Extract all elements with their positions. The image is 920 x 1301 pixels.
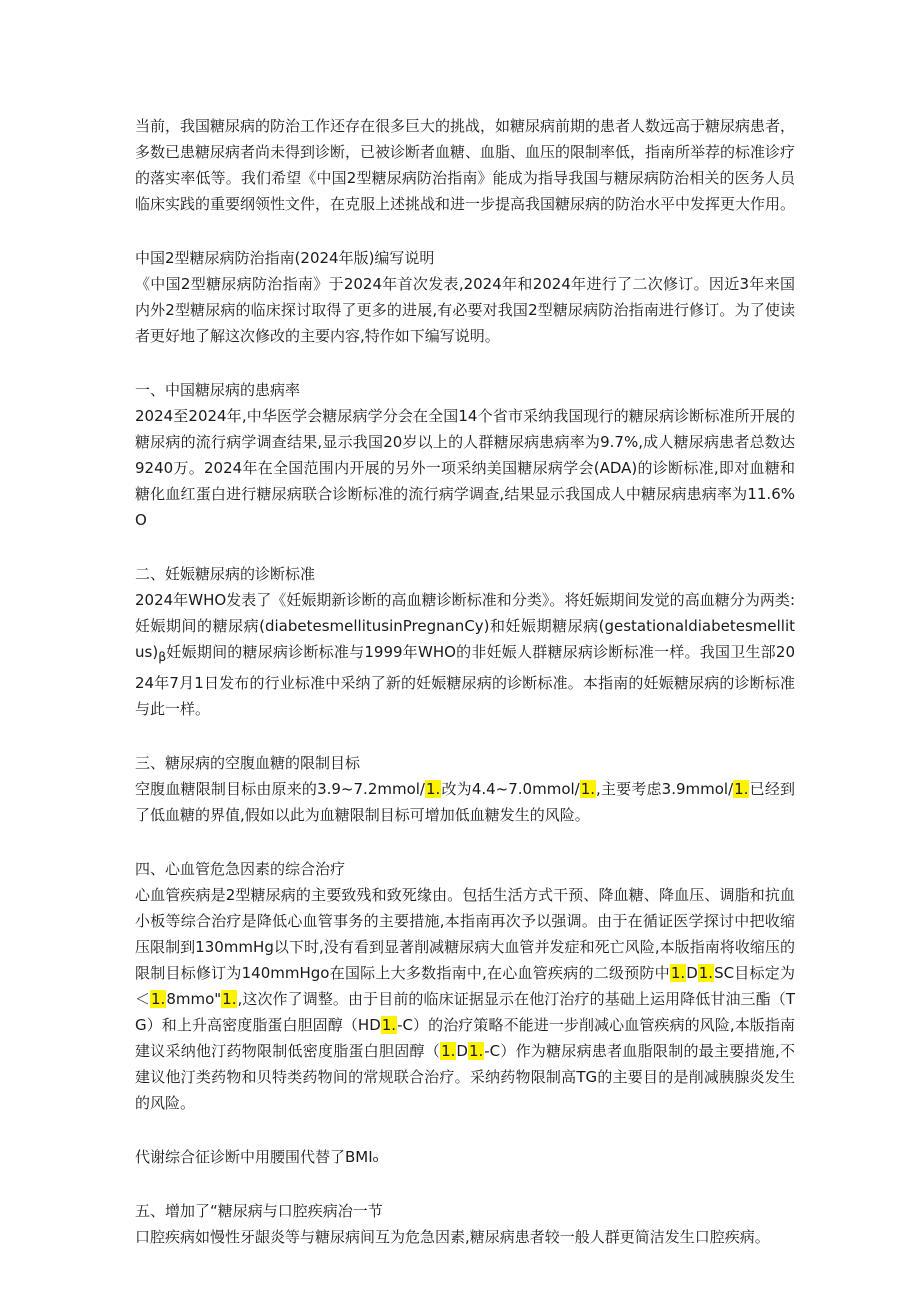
highlight-mark: 1. [381,1016,397,1034]
metabolic-syndrome-note: 代谢综合征诊断中用腰围代替了BMIₒ [135,1148,379,1166]
section-5-body: 口腔疾病如慢性牙龈炎等与糖尿病间互为危急因素,糖尿病患者较一般人群更简洁发生口腔疾病。 [135,1228,770,1246]
section-2-body-sub: β [158,649,167,664]
section-4-text: -C）的治疗策略不能进一步削减心血管疾病的风险,本版指南建议采纳他汀药物限制低密度脂蛋白胆固醇（ [135,1016,795,1060]
note-paragraph: 《中国2型糖尿病防治指南》于2024年首次发表,2024年和2024年进行了二次修订。因近3年来国内外2型糖尿病的临床探讨取得了更多的进展,有必要对我国2型糖尿病防治指南进行修订。为了使读者更好地了解这次修改的主要内容,特作如下编写说明。 [135,275,795,345]
highlight-mark: 1. [441,1042,456,1060]
section-4-text: 心血管疾病是2型糖尿病的主要致残和致死缘由。包括生活方式干预、降血糖、降血压、调脂和抗血小板等综合治疗是降低心血管事务的主要措施,本指南再次予以强调。由于在循证医学探讨中把收缩压限制到130mmHg以下时,没有看到显著削减糖尿病大血管并发症和死亡风险,本版指南将收缩压的限制目标修订为140mmHgo在国际上大多数指南中,在心血管疾病的二级预防中 [135,886,795,982]
section-2-body [135,587,795,722]
intro-paragraph: 当前，我国糖尿病的防治工作还存在很多巨大的挑战，如糖尿病前期的患者人数远高于糖尿病患者，多数已患糖尿病者尚未得到诊断，已被诊断者血糖、血脂、血压的限制率低，指南所举荐的标准诊疗的落实率低等。我们希望《中国2型糖尿病防治指南》能成为指导我国与糖尿病防治相关的医务人员临床实践的重要纲领性文件，在克服上述挑战和进一步提高我国糖尿病的防治水平中发挥更大作用。 [135,117,796,213]
section-2-body-b: 妊娠期间的糖尿病诊断标准与1999年WHO的非妊娠人群糖尿病诊断标准一样。我国卫生部2024年7月1日发布的行业标准中采纳了新的妊娠糖尿病的诊断标准。本指南的妊娠糖尿病的诊断标准与此一样。 [135,643,795,718]
section-4-text: -C）作为糖尿病患者血脂限制的最主要措施,不建议他汀类药物和贝特类药物间的常规联合治疗。采纳药物限制高TG的主要目的是削减胰腺炎发生的风险。 [135,1042,795,1112]
highlight-mark: 1. [425,780,441,798]
section-4-text: ,这次作了调整。由于目前的临床证据显示在他汀治疗的基础上运用降低甘油三酯（TG）和上升高密度脂蛋白胆固醇（HD [135,990,795,1034]
section-1-heading: 一、中国糖尿病的患病率 [135,381,301,399]
highlight-mark: 1. [580,780,596,798]
highlight-mark: 1. [151,990,166,1008]
section-3-text: ,主要考虑3.9mmol/ [596,780,734,798]
highlight-mark: 1. [698,964,714,982]
section-4-heading: 四、心血管危急因素的综合治疗 [135,860,346,878]
note-title: 中国2型糖尿病防治指南(2024年版)编写说明 [135,249,435,267]
section-4-text: D [456,1042,468,1060]
section-2-heading: 二、妊娠糖尿病的诊断标准 [135,565,316,583]
section-5-heading: 五、增加了“糖尿病与口腔疾病冶一节 [135,1202,383,1220]
section-3-body [135,776,795,828]
highlight-mark: 1. [222,990,237,1008]
section-3-text: 改为4.4~7.0mmol/ [441,780,580,798]
section-4-text: D [686,964,698,982]
section-3-text: 空腹血糖限制目标由原来的3.9~7.2mmol/ [135,780,425,798]
section-4-body [135,882,795,1116]
section-4-text: SC目标定为＜ [135,964,795,1008]
section-3-heading: 三、糖尿病的空腹血糖的限制目标 [135,754,361,772]
section-2-body-a: 2024年WHO发表了《妊娠期新诊断的高血糖诊断标准和分类》。将妊娠期间发觉的高血糖分为两类:妊娠期间的糖尿病(diabetesmellitusinPregnanCy)和妊娠期糖尿病(gestationaldiabetesmellitus) [135,591,795,661]
highlight-mark: 1. [670,964,686,982]
document-page [135,113,795,1250]
section-4-text: 8mmo" [166,990,222,1008]
section-1-body: 2024至2024年,中华医学会糖尿病学分会在全国14个省市采纳我国现行的糖尿病诊断标准所开展的糖尿病的流行病学调查结果,显示我国20岁以上的人群糖尿病患病率为9.7%,成人糖尿病患者总数达9240万。2024年在全国范围内开展的另外一项采纳美国糖尿病学会(ADA)的诊断标准,即对血糖和糖化血红蛋白进行糖尿病联合诊断标准的流行病学调查,结果显示我国成人中糖尿病患病率为11.6%O [135,407,795,529]
highlight-mark: 1. [468,1042,484,1060]
highlight-mark: 1. [734,780,749,798]
section-3-text: 已经到了低血糖的界值,假如以此为血糖限制目标可增加低血糖发生的风险。 [135,780,795,824]
